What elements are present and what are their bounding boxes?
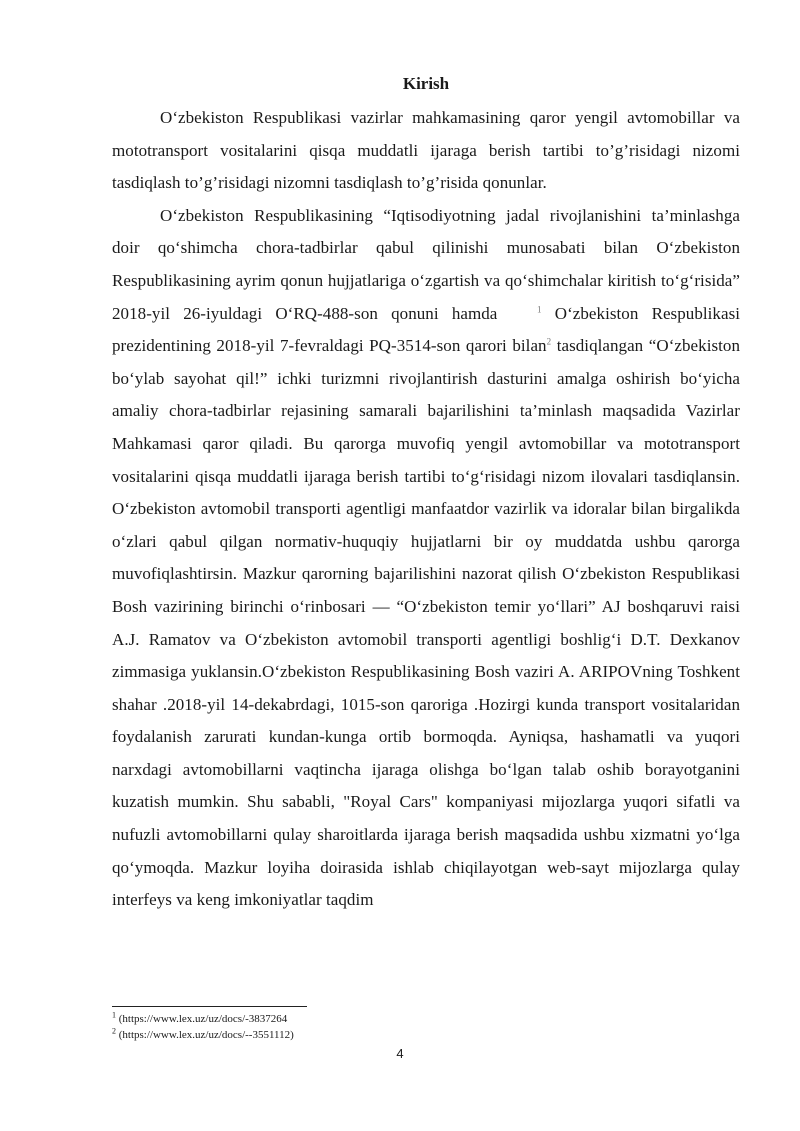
- paragraph-2-part-1: O‘zbekiston Respublikasining “Iqtisodiyotning jadal rivojlanishini ta’minlashga doir qo‘shimcha chora-tadbirlar qabul qilinishi munosabati bilan O‘zbekiston Respublikasining ayrim qonun hujjatlariga o‘zgartish va qo‘shimchalar kiritish to‘g‘risida” 2018-yil 26-iyuldagi O‘RQ-488-son qonuni hamda: [112, 205, 740, 323]
- footnote-1-link[interactable]: (https://www.lex.uz/uz/docs/-3837264: [116, 1013, 288, 1025]
- document-page: [112, 72, 740, 917]
- footnote-separator: [112, 1006, 307, 1007]
- page-title: Kirish: [402, 74, 450, 93]
- footnote-reference-1[interactable]: 1: [536, 303, 542, 314]
- paragraph-2-part-2: O‘zbekiston Respublikasi prezidentining 2018-yil 7-fevraldagi PQ-3514-son qarori bilan: [112, 303, 741, 356]
- footnote-1: [112, 1011, 740, 1027]
- footnote-mark-1: 1: [112, 1010, 116, 1020]
- footnote-mark-2: 2: [112, 1026, 116, 1036]
- footnote-reference-2[interactable]: 2: [546, 336, 552, 347]
- paragraph-2-part-3: tasdiqlangan “O‘zbekiston bo‘ylab sayohat qil!” ichki turizmni rivojlantirish dasturini amalga oshirish bo‘yicha amaliy chora-tadbirlar rejasining samarali bajarilishini ta’minlash maqsadida Vazirlar Mahkamasi qaror qiladi. Bu qarorga muvofiq yengil avtomobillar va mototransport vositalarini qisqa muddatli ijaraga berish tartibi to‘g‘risidagi nizom ilovalari tasdiqlansin. O‘zbekiston avtomobil transporti agentligi manfaatdor vazirlik va idoralar bilan birgalikda o‘zlari qabul qilgan normativ-huquqiy hujjatlarni bir oy muddatda ushbu qarorga muvofiqlashtirsin. Mazkur qarorning bajarilishini nazorat qilish O‘zbekiston Respublikasi Bosh vazirining birinchi o‘rinbosari — “O‘zbekiston temir yo‘llari” AJ boshqaruvi raisi A.J. Ramatov va O‘zbekiston avtomobil transporti agentligi boshlig‘i D.T. Dexkanov zimmasiga yuklansin.O‘zbekiston Respublikasining Bosh vaziri A. ARIPOVning Toshkent shahar .2018-yil 14-dekabrdagi, 1015-son qaroriga .Hozirgi kunda transport vositalaridan foydalanish zarurati kundan-kunga ortib bormoqda. Ayniqsa, hashamatli va yuqori narxdagi avtomobillarni vaqtincha ijaraga olishga bo‘lgan talab oshib borayotganini kuzatish mumkin. Shu sababli, "Royal Cars" kompaniyasi mijozlarga yuqori sifatli va nufuzli avtomobillarni qulay sharoitlarda ijaraga berish maqsadida ushbu xizmatni yo‘lga qo‘ymoqda. Mazkur loyiha doirasida ishlab chiqilayotgan web-sayt mijozlarga qulay interfeys va keng imkoniyatlar taqdim: [112, 336, 741, 910]
- page-number: 4: [396, 1046, 404, 1061]
- footnotes-section: [112, 1006, 740, 1043]
- paragraph-2: [112, 200, 740, 917]
- paragraph-1: O‘zbekiston Respublikasi vazirlar mahkamasining qaror yengil avtomobillar va mototransport vositalarini qisqa muddatli ijaraga berish tartibi to’g’risidagi nizomi tasdiqlash to’g’risidagi nizomni tasdiqlash to’g’risida qonunlar.: [112, 108, 740, 193]
- footnote-2-link[interactable]: (https://www.lex.uz/uz/docs/--3551112): [116, 1029, 294, 1041]
- footnote-2: [112, 1027, 740, 1043]
